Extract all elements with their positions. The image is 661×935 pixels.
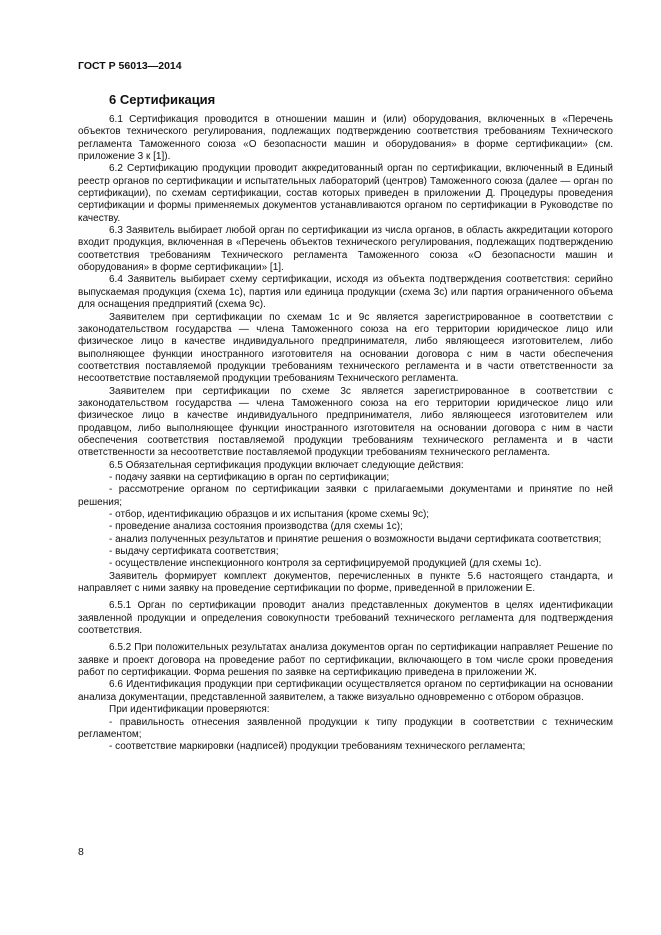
list-item: - подачу заявки на сертификацию в орган по сертификации; [109,471,390,483]
list-item: - осуществление инспекционного контроля за сертифицируемой продукцией (для схемы 1с). [109,558,542,570]
document-header: ГОСТ Р 56013—2014 [78,60,182,72]
paragraph-applicant-3c: Заявителем при сертификации по схеме 3с является зарегистрированное в соответствии с законодательством государства — члена Таможенного союза на его территории юридическое лицо или физическое лицо в качестве индивидуального предпринимателя, либо являющееся изготовителем или продавцом, либо выполняющее функции иностранного изготовителя на основании договора с ним в части обеспечения соответствия поставляемой продукции требованиям технического регламента и в части ответственности за несоответствие поставляемой продукции требованиям технического регламента. [78,385,613,459]
paragraph-6-3: 6.3 Заявитель выбирает любой орган по сертификации из числа органов, в область аккредитации которого входит продукция, включенная в «Перечень объектов технического регулирования, подлежащих подтверждению соответствия требованиям Технического регламента Таможенного союза «О безопасности машин и оборудования» в форме сертификации» [1]. [78,225,613,274]
list-item: - рассмотрение органом по сертификации заявки с прилагаемыми документами и принятие по ней решения; [78,484,613,508]
paragraph-6-2: 6.2 Сертификацию продукции проводит аккредитованный орган по сертификации, включенный в Единый реестр органов по сертификации и испытательных лабораторий (центров) Таможенного союза (далее — орган по сертификации), по схемам сертификации, состав которых приведен в приложении Д. Процедуры проведения сертификации и формы применяемых документов устанавливаются органом по сертификации в Руководстве по качеству. [78,163,613,224]
section-title: 6 Сертификация [109,92,216,107]
paragraph-6-4: 6.4 Заявитель выбирает схему сертификации, исходя из объекта подтверждения соответствия: серийно выпускаемая продукция (схема 1с), партия или единица продукции (схема 3с) или партия ограниченного объема для оснащения предприятий (схема 9с). [78,274,613,311]
paragraph-applicant-1c-9c: Заявителем при сертификации по схемам 1с и 9с является зарегистрированное в соответствии с законодательством государства — члена Таможенного союза на его территории юридическое лицо или физическое лицо в качестве индивидуального предпринимателя, либо являющееся изготовителем, либо выполняющее функции иностранного изготовителя на основании договора с ним в части обеспечения соответствия поставляемой продукции требованиям технического регламента и в части ответственности за несоответствие поставляемой продукции требованиям Технического регламента. [78,311,613,385]
paragraph-6-5-1: 6.5.1 Орган по сертификации проводит анализ представленных документов в целях идентификации заявленной продукции и определения совокупности требований технического регламента для подтверждения соответствия. [78,600,613,637]
list-item: - анализ полученных результатов и принятие решения о возможности выдачи сертификата соответствия; [109,533,602,545]
list-item: - правильность отнесения заявленной продукции к типу продукции в соответствии с техническим регламентом; [78,716,613,740]
paragraph-applicant-documents: Заявитель формирует комплект документов, перечисленных в пункте 5.6 настоящего стандарта, и направляет с ними заявку на проведение сертификации по форме, приведенной в приложении Е. [78,570,613,595]
page-number: 8 [78,846,84,858]
paragraph-6-5-2: 6.5.2 При положительных результатах анализа документов орган по сертификации направляет Решение по заявке и проект договора на проведение работ по сертификации, включающего в том числе сроки проведения работ по сертификации. Форма решения по заявке на сертификацию приведена в приложении Ж. [78,642,613,679]
body-text [78,114,613,754]
paragraph-6-6: 6.6 Идентификация продукции при сертификации осуществляется органом по сертификации на основании анализа документации, представленной заявителем, а также визуально одновременно с отбором образцов. [78,679,613,703]
paragraph-6-5: 6.5 Обязательная сертификация продукции включает следующие действия: [109,459,464,471]
paragraph-identification-checks: При идентификации проверяются: [109,704,270,716]
list-item: - выдачу сертификата соответствия; [109,546,279,558]
list-item: - проведение анализа состояния производства (для схемы 1с); [109,521,403,533]
list-item: - соответствие маркировки (надписей) продукции требованиям технического регламента; [109,741,526,753]
list-item: - отбор, идентификацию образцов и их испытания (кроме схемы 9с); [109,509,430,520]
paragraph-6-1: 6.1 Сертификация проводится в отношении машин и (или) оборудования, включенных в «Перечень объектов технического регулирования, подлежащих подтверждению соответствия требованиям Технического регламента Таможенного союза «О безопасности машин и оборудования» в форме сертификации» (см. приложение 3 к [1]). [78,114,613,163]
